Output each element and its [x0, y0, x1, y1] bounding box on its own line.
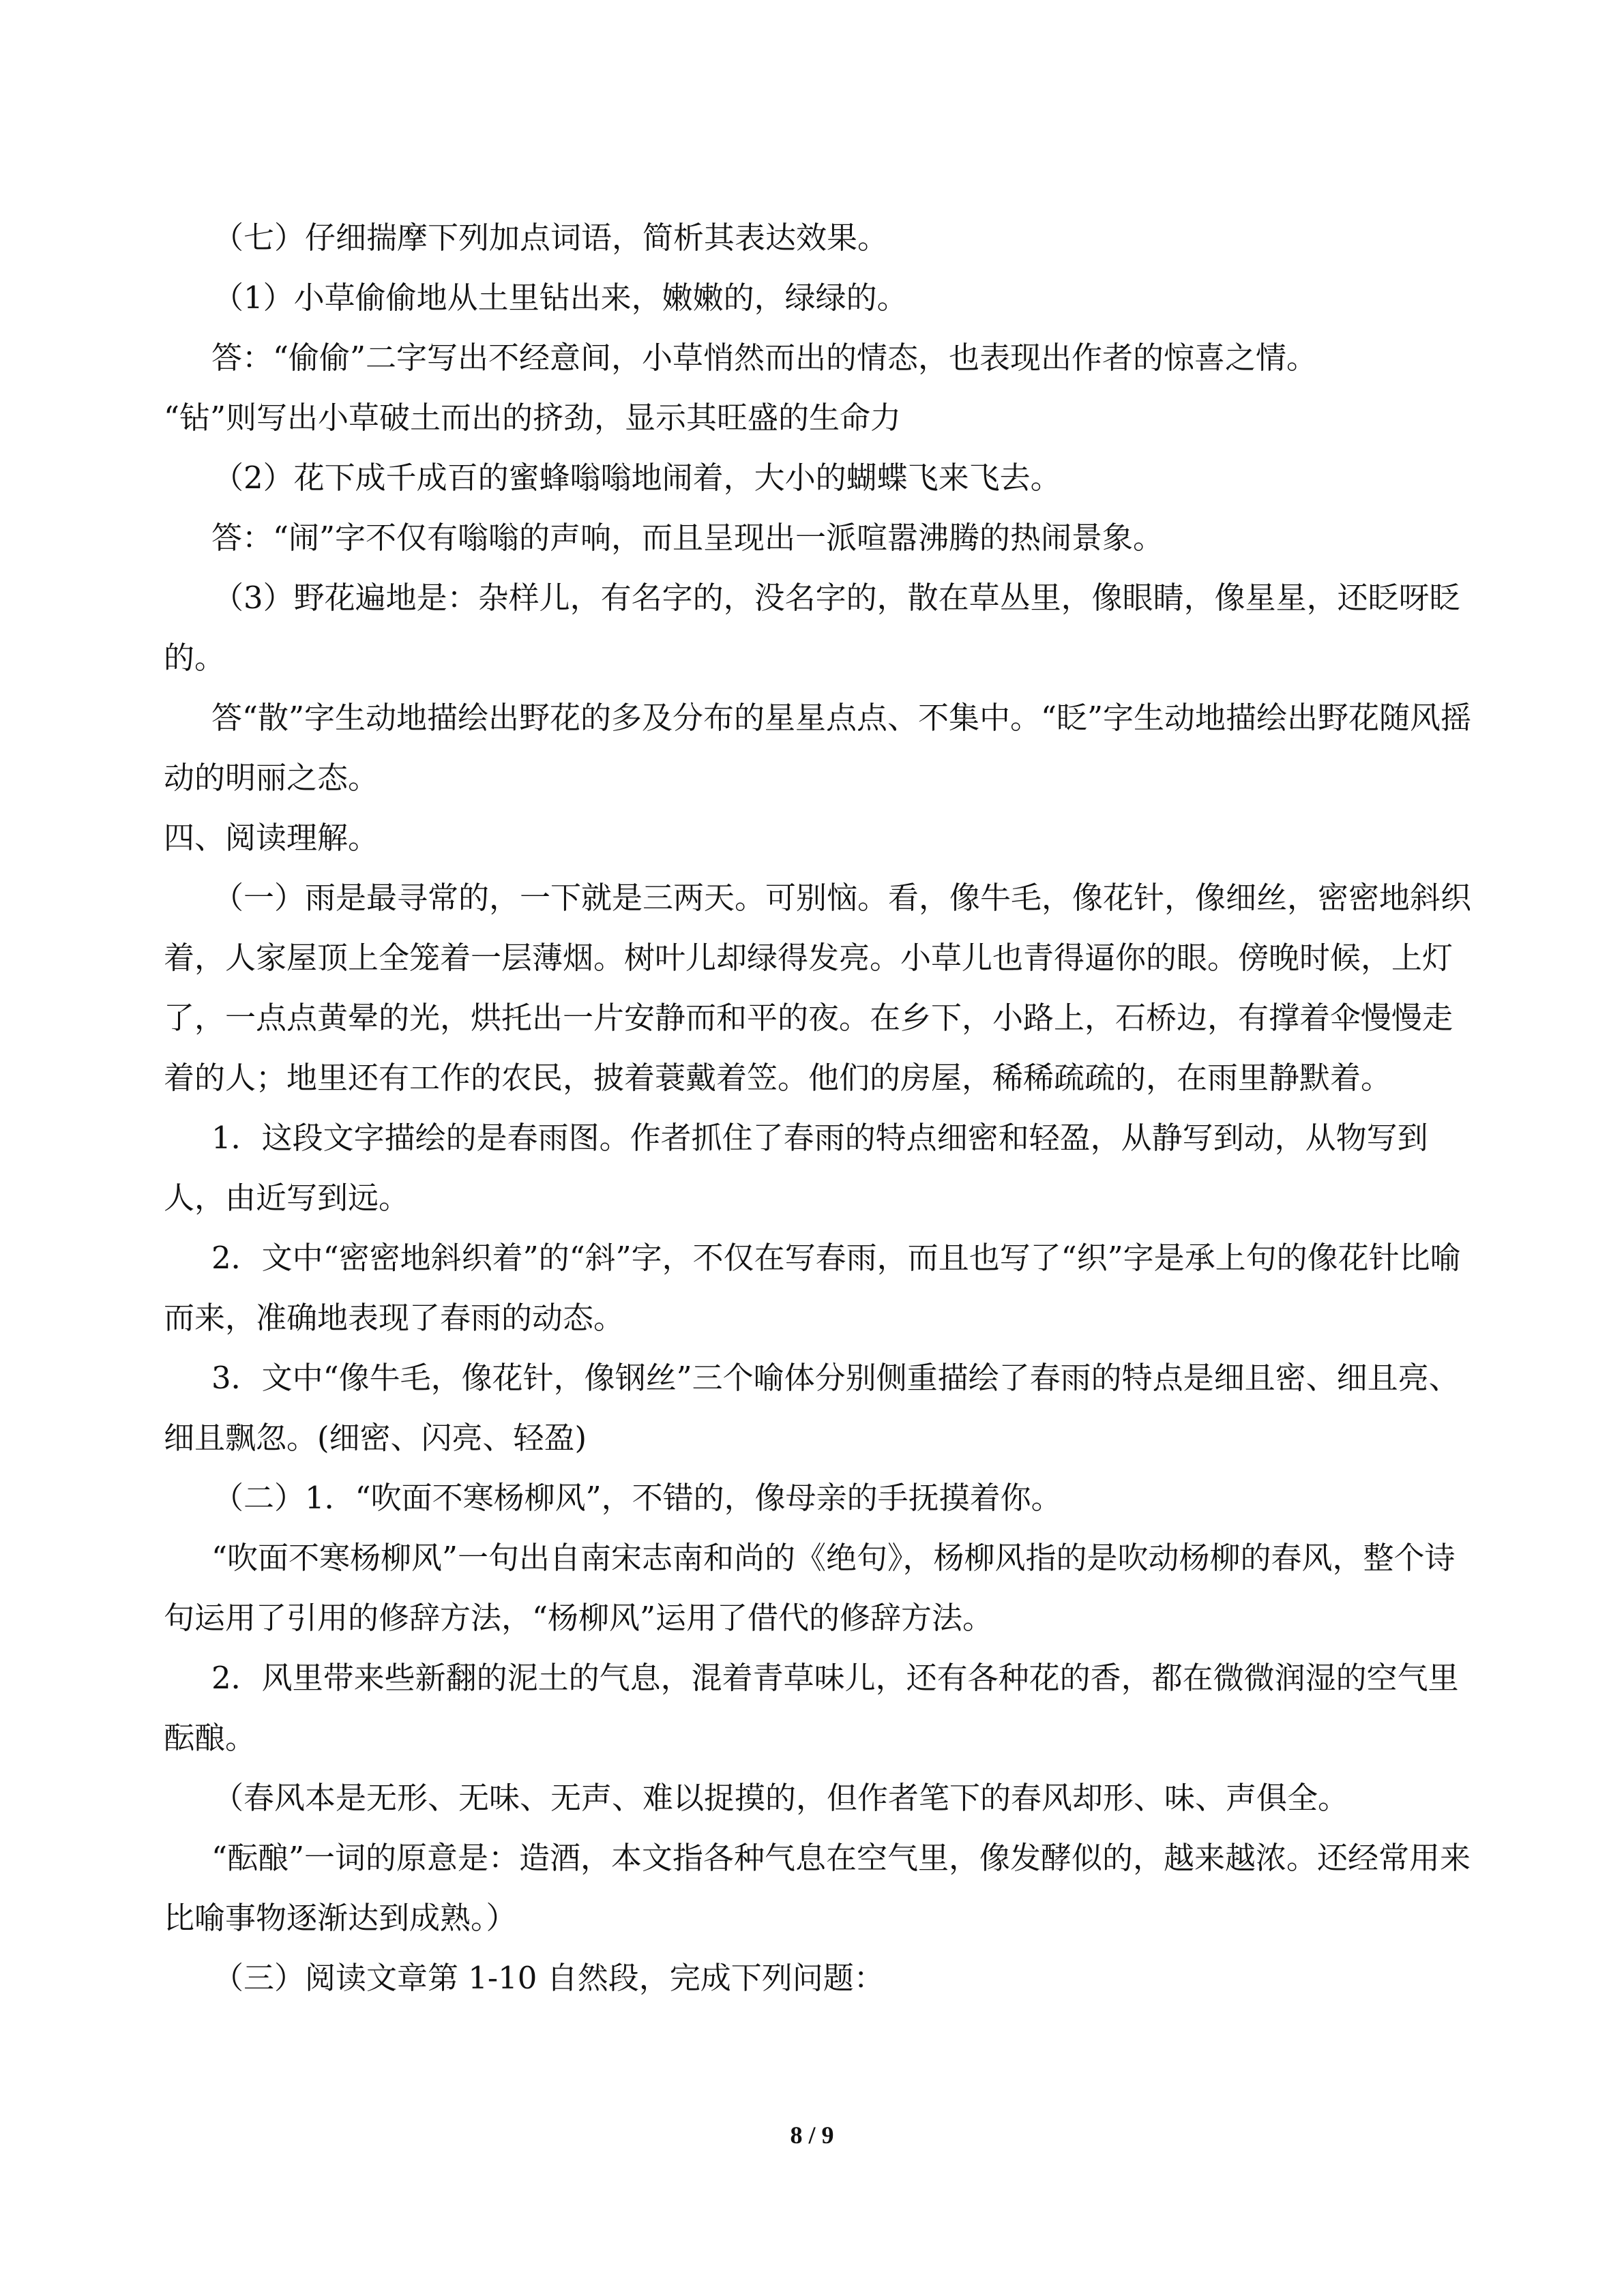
page-number: 8 / 9	[790, 2121, 834, 2149]
question-7-item-2: （2）花下成千成百的蜜蜂嗡嗡地闹着，大小的蝴蝶飞来飞去。	[213, 460, 1061, 496]
question-7-item-3: （3）野花遍地是：杂样儿，有名字的，没名字的，散在草丛里，像眼睛，像星星，还眨呀眨的。	[164, 580, 1460, 676]
answer-7-1-line-1: 答：“偷偷”二字写出不经意间，小草悄然而出的情态，也表现出作者的惊喜之情。	[211, 340, 1318, 376]
answer-7-3: 答“散”字生动地描绘出野花的多及分布的星星点点、不集中。“眨”字生动地描绘出野花随风摇动的明丽之态。	[164, 700, 1472, 796]
page-body	[164, 208, 1480, 2008]
reading-2-item-2: 2．风里带来些新翻的泥土的气息，混着青草味儿，还有各种花的香，都在微微润湿的空气里酝酿。	[164, 1660, 1459, 1756]
reading-3-heading: （三）阅读文章第 1-10 自然段，完成下列问题：	[213, 1960, 885, 1996]
reading-1-answer-2: 2．文中“密密地斜织着”的“斜”字，不仅在写春雨，而且也写了“织”字是承上句的像花针比喻而来，准确地表现了春雨的动态。	[164, 1240, 1461, 1336]
question-7-item-1: （1）小草偷偷地从土里钻出来，嫩嫩的，绿绿的。	[213, 280, 908, 316]
reading-2-item-1: （二）1．“吹面不寒杨柳风”，不错的，像母亲的手抚摸着你。	[213, 1480, 1062, 1516]
answer-7-2: 答：“闹”字不仅有嗡嗡的声响，而且呈现出一派喧嚣沸腾的热闹景象。	[211, 520, 1164, 556]
section-4-heading: 四、阅读理解。	[164, 820, 379, 856]
reading-passage-1: （一）雨是最寻常的，一下就是三两天。可别恼。看，像牛毛，像花针，像细丝，密密地斜织着，人家屋顶上全笼着一层薄烟。树叶儿却绿得发亮。小草儿也青得逼你的眼。傍晚时候，上灯了，一点点黄晕的光，烘托出一片安静而和平的夜。在乡下，小路上，石桥边，有撑着伞慢慢走着的人；地里还有工作的农民，披着蓑戴着笠。他们的房屋，稀稀疏疏的，在雨里静默着。	[164, 880, 1472, 1096]
reading-1-answer-3: 3．文中“像牛毛，像花针，像钢丝”三个喻体分别侧重描绘了春雨的特点是细且密、细且亮、细且飘忽。(细密、闪亮、轻盈)	[164, 1360, 1460, 1456]
question-7-heading: （七）仔细揣摩下列加点词语，简析其表达效果。	[213, 220, 889, 256]
reading-1-answer-1: 1．这段文字描绘的是春雨图。作者抓住了春雨的特点细密和轻盈，从静写到动，从物写到人，由近写到远。	[164, 1120, 1428, 1216]
answer-7-1-line-2: “钻”则写出小草破土而出的挤劲，显示其旺盛的生命力	[164, 400, 902, 436]
reading-2-answer-2-line-1: （春风本是无形、无味、无声、难以捉摸的，但作者笔下的春风却形、味、声俱全。	[213, 1780, 1349, 1816]
reading-2-answer-1: “吹面不寒杨柳风”一句出自南宋志南和尚的《绝句》，杨柳风指的是吹动杨柳的春风，整个诗句运用了引用的修辞方法，“杨柳风”运用了借代的修辞方法。	[164, 1540, 1456, 1636]
reading-2-answer-2-line-2: “酝酿”一词的原意是：造酒，本文指各种气息在空气里，像发酵似的，越来越浓。还经常用来比喻事物逐渐达到成熟。）	[164, 1840, 1471, 1936]
